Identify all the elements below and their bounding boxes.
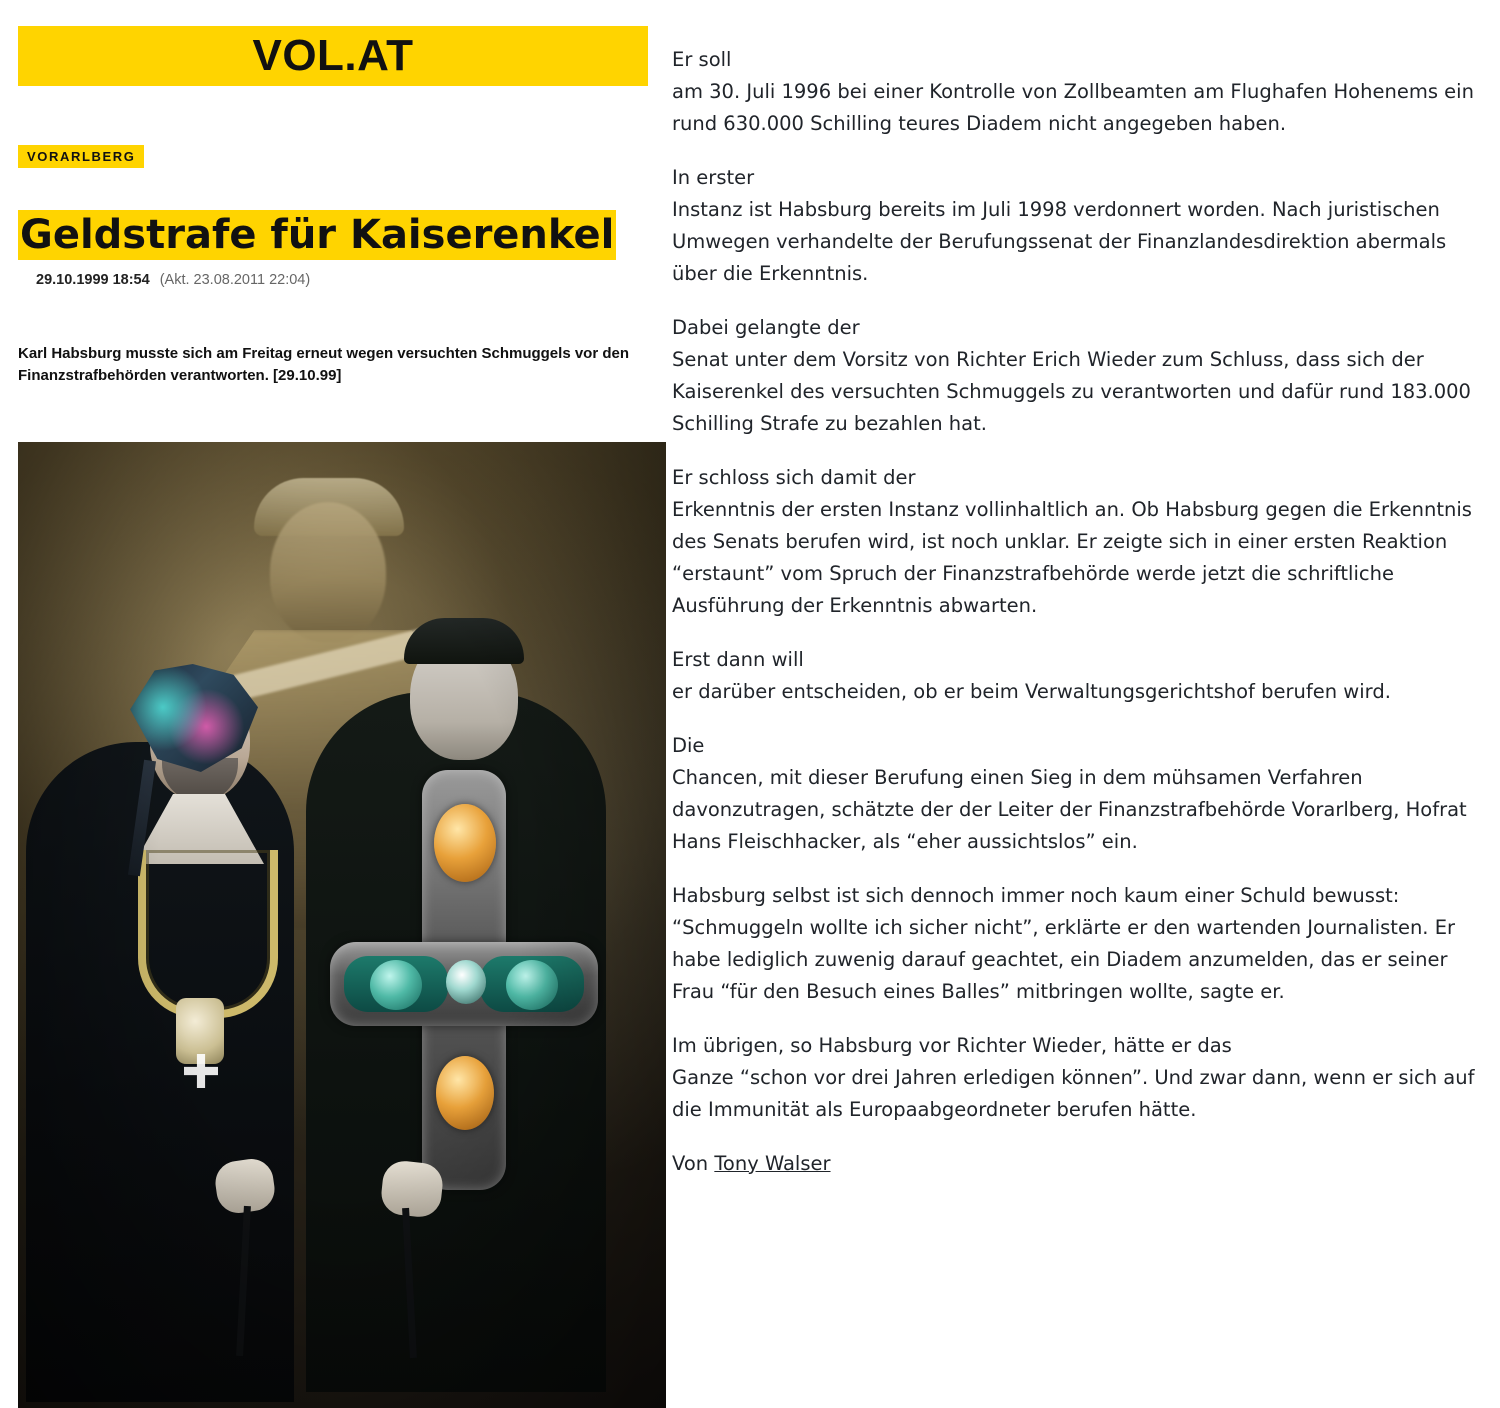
article-paragraph — [672, 462, 1484, 622]
article-paragraph — [672, 312, 1484, 440]
article-paragraph — [672, 44, 1484, 140]
paragraph-lead-in: Erst dann will — [672, 647, 804, 671]
paragraph-text: Erkenntnis der ersten Instanz vollinhaltlich an. Ob Habsburg gegen die Erkenntnis des Senats berufen wird, ist noch unklar. Er zeigte sich in einer ersten Reaktion “erstaunt” vom Spruch der Finanzstrafbehörde werde jetzt die schriftliche Ausführung der Erkenntnis abwarten. — [672, 497, 1472, 617]
byline-author-link[interactable]: Tony Walser — [714, 1151, 831, 1175]
article-paragraph — [672, 162, 1484, 290]
page-title-text: Geldstrafe für Kaiserenkel — [20, 212, 615, 259]
paragraph-lead-in: Er schloss sich damit der — [672, 465, 916, 489]
paragraph-text: Habsburg selbst ist sich dennoch immer noch kaum einer Schuld bewusst: “Schmuggeln wollte ich sicher nicht”, erklärte er den wartenden Journalisten. Er habe lediglich zuwenig darauf geachtet, ein Diadem anzumelden, das er seiner Frau “für den Besuch eines Balles” mitbringen wollte, sagte er. — [672, 883, 1456, 1003]
paragraph-lead-in: In erster — [672, 165, 755, 189]
paragraph-lead-in: Die — [672, 733, 705, 757]
published-timestamp: 29.10.1999 18:54 — [36, 272, 150, 288]
paragraph-text: Ganze “schon vor drei Jahren erledigen können”. Und zwar dann, wenn er sich auf die Immunität als Europaabgeordneter berufen hätte. — [672, 1065, 1475, 1121]
paragraph-text: Instanz ist Habsburg bereits im Juli 1998 verdonnert worden. Nach juristischen Umwegen verhandelte der Berufungssenat der Finanzlandesdirektion abermals über die Erkenntnis. — [672, 197, 1447, 285]
paragraph-lead-in: Dabei gelangte der — [672, 315, 860, 339]
paragraph-text: Chancen, mit dieser Berufung einen Sieg in dem mühsamen Verfahren davonzutragen, schätzte der der Leiter der Finanzstrafbehörde Vorarlberg, Hofrat Hans Fleischhacker, als “eher aussichtslos” ein. — [672, 765, 1467, 853]
article-paragraph — [672, 1030, 1484, 1126]
updated-timestamp: (Akt. 23.08.2011 22:04) — [159, 272, 311, 288]
category-badge[interactable] — [18, 145, 144, 168]
site-logo-label: VOL.AT — [252, 31, 414, 80]
article-dateline — [36, 272, 310, 288]
article-left-column — [0, 0, 665, 1408]
page-title — [18, 206, 638, 264]
paragraph-text: Senat unter dem Vorsitz von Richter Erich Wieder zum Schluss, dass sich der Kaiserenkel des versuchten Schmuggels zu verantworten und dafür rund 183.000 Schilling Strafe zu bezahlen hat. — [672, 347, 1471, 435]
byline — [672, 1152, 1484, 1175]
category-badge-label: VORARLBERG — [27, 149, 136, 164]
article-lead: Karl Habsburg musste sich am Freitag erneut wegen versuchten Schmuggels vor den Finanzstrafbehörden verantworten. [29.10.99] — [18, 345, 630, 384]
article-paragraph — [672, 730, 1484, 858]
byline-prefix: Von — [672, 1151, 709, 1175]
paragraph-lead-in: Im übrigen, so Habsburg vor Richter Wieder, hätte er das — [672, 1033, 1232, 1057]
paragraph-lead-in: Er soll — [672, 47, 732, 71]
article-paragraph — [672, 880, 1484, 1008]
article-image — [18, 442, 666, 1408]
article-paragraph — [672, 644, 1484, 708]
article-body-column — [672, 24, 1484, 1384]
image-vignette — [18, 442, 666, 1408]
paragraph-text: er darüber entscheiden, ob er beim Verwaltungsgerichtshof berufen wird. — [672, 679, 1391, 703]
site-logo[interactable] — [18, 26, 648, 86]
paragraph-text: am 30. Juli 1996 bei einer Kontrolle von Zollbeamten am Flughafen Hohenems ein rund 630.000 Schilling teures Diadem nicht angegeben haben. — [672, 79, 1474, 135]
